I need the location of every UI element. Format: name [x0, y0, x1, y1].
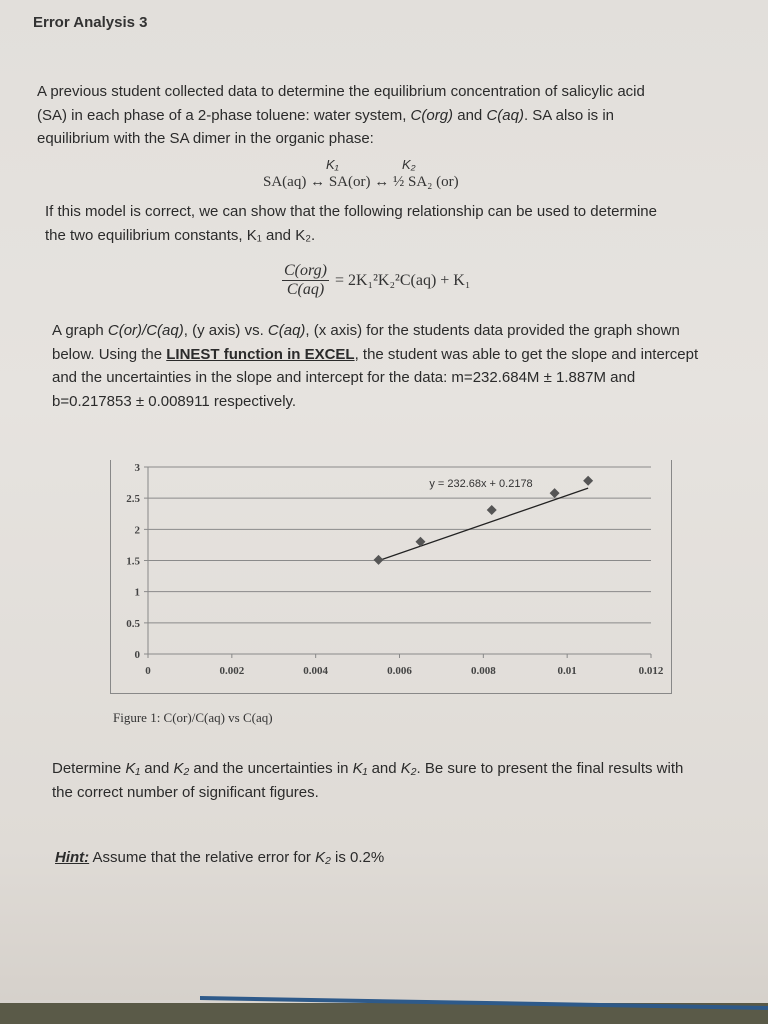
graph-paragraph [52, 319, 752, 413]
task-line-2: the correct number of significant figures. [52, 783, 319, 801]
y-tick-label: 1 [134, 586, 140, 599]
y-tick-label: 2 [134, 524, 140, 537]
equation-numerator: C(org) [284, 262, 327, 279]
equation-fraction [282, 262, 329, 299]
hint-text-a: Assume that the relative error for [89, 849, 316, 866]
intro-text: (SA) in each phase of a 2-phase toluene: water system, [37, 106, 411, 124]
x-tick-label: 0.012 [638, 665, 664, 677]
data-point-diamond [487, 505, 497, 515]
and-text: and [453, 106, 487, 124]
model-line-1: If this model is correct, we can show that the following relationship can be used to determine [45, 203, 657, 220]
equation-rhs: = 2K₁²K₂²C(aq) + K₁ [334, 271, 471, 289]
equation-denominator: C(aq) [286, 281, 325, 298]
scatter-chart [111, 460, 671, 693]
k2-term: K₂ [173, 760, 190, 777]
hint-text-b: is 0.2% [330, 849, 385, 866]
data-point-diamond [550, 488, 560, 498]
graph-text-e: , the student was able to get the slope and intercept [354, 345, 699, 363]
x-tick-label: 0.008 [470, 665, 496, 677]
graph-text-b: , (y axis) vs. [183, 322, 268, 339]
graph-text-d: below. Using the [52, 345, 167, 363]
caq-term: C(aq) [486, 106, 524, 124]
y-tick-label: 0.5 [126, 617, 140, 630]
k1-label: K₁ [326, 157, 339, 172]
page-title: Error Analysis 3 [33, 14, 148, 31]
data-point-diamond [583, 476, 593, 486]
graph-line-4: b=0.217853 ± 0.008911 respectively. [52, 392, 297, 410]
chart-frame [110, 460, 672, 694]
reaction-equation: SA(aq) ↔ SA(or) ↔ ½ SA₂ (or) [263, 174, 459, 190]
graph-line-2 [52, 343, 752, 367]
graph-text-a: A graph [52, 322, 108, 339]
trendline [379, 488, 589, 561]
figure-caption: Figure 1: C(or)/C(aq) vs C(aq) [113, 710, 273, 725]
graph-line-3: and the uncertainties in the slope and intercept for the data: m=232.684M ± 1.887M and [52, 369, 636, 386]
trendline-equation: y = 232.68x + 0.2178 [429, 478, 533, 490]
intro-line-3: equilibrium with the SA dimer in the organic phase: [37, 130, 374, 147]
k2-term: K₂ [315, 849, 331, 866]
task-paragraph [52, 757, 752, 804]
x-tick-label: 0.01 [557, 665, 577, 677]
y-tick-label: 2.5 [126, 493, 140, 506]
y-tick-label: 0 [134, 649, 140, 661]
x-tick-label: 0.004 [303, 665, 329, 677]
x-tick-label: 0.002 [219, 665, 245, 677]
hint-line [55, 849, 384, 866]
task-text-e: . Be sure to present the final results with [416, 760, 684, 777]
y-tick-label: 1.5 [126, 555, 140, 568]
x-tick-label: 0.006 [387, 665, 412, 677]
task-text-b: and [140, 760, 174, 777]
corg-term: C(org) [410, 106, 454, 124]
data-point-diamond [374, 555, 384, 565]
hint-label: Hint: [55, 849, 90, 866]
intro-text-end: . SA also is in [523, 106, 614, 124]
task-text-a: Determine [52, 760, 126, 777]
model-paragraph [45, 200, 745, 247]
task-line-1 [52, 757, 752, 781]
graph-line-1 [52, 319, 752, 343]
k2-label: K₂ [402, 157, 416, 172]
task-text-c: and the uncertainties in [189, 760, 353, 777]
y-tick-label: 3 [134, 462, 140, 474]
ratio-term: C(or)/C(aq) [107, 322, 184, 339]
linest-link[interactable]: LINEST function in EXCEL [166, 345, 355, 363]
relationship-equation [282, 262, 470, 299]
intro-paragraph [37, 80, 737, 151]
k1-term: K₁ [352, 760, 368, 777]
intro-line-2 [37, 104, 737, 128]
task-text-d: and [367, 760, 401, 777]
caq-x-term: C(aq) [267, 322, 306, 339]
model-line-2: the two equilibrium constants, K₁ and K₂. [45, 226, 316, 244]
k1-term: K₁ [125, 760, 141, 777]
k2-term: K₂ [400, 760, 417, 777]
x-tick-label: 0 [145, 665, 151, 677]
intro-line-1: A previous student collected data to determine the equilibrium concentration of salicylic acid [37, 83, 645, 100]
graph-text-c: , (x axis) for the students data provided the graph shown [305, 322, 680, 339]
